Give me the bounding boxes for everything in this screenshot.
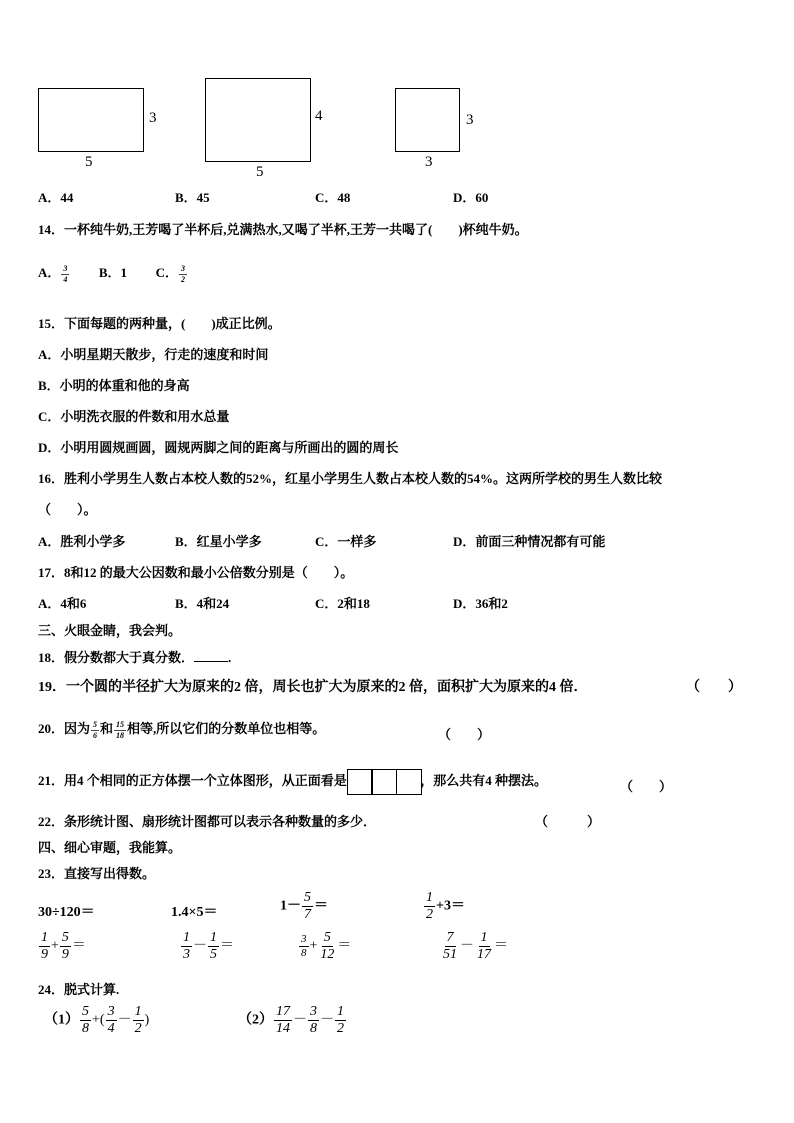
- q23-item-3: 1－ $\frac{5}{7}$ ＝: [280, 890, 328, 922]
- q15-option-c: C．小明洗衣服的件数和用水总量: [38, 409, 230, 424]
- q15-option-d: D．小明用圆规画圆，圆规两脚之间的距离与所画出的圆的周长: [38, 440, 399, 455]
- q21-paren: （ ）: [620, 779, 673, 794]
- rectangle-2: [205, 78, 311, 162]
- q16-option-c: C．一样多: [315, 534, 377, 549]
- q15-option-b: B．小明的体重和他的身高: [38, 378, 190, 393]
- q19-text: 19．一个圆的半径扩大为原来的2 倍，周长也扩大为原来的2 倍，面积扩大为原来的4 倍．: [38, 680, 588, 695]
- q16-stem-cont: （ ）。: [38, 502, 97, 517]
- q17-option-c: C．2和18: [315, 596, 370, 611]
- q18-text: 18．假分数都大于真分数．: [38, 650, 195, 665]
- rect3-bottom-label: 3: [425, 154, 433, 170]
- q22-text: 22．条形统计图、扇形统计图都可以表示各种数量的多少．: [38, 814, 377, 829]
- q23-item-7: $\frac{3}{8}$ + $\frac{5}{12}$ ＝: [301, 930, 352, 962]
- q20-fraction-2: $\frac{15}{18}$: [116, 719, 125, 740]
- q18-end: .: [228, 650, 232, 665]
- q14-a-label: A．: [38, 265, 61, 280]
- q24-part-1: （1） $\frac{5}{8}$ +( $\frac{3}{4}$ － $\frac{1}{2}$ ): [44, 1004, 150, 1036]
- square-3: [395, 88, 460, 152]
- q20: [38, 718, 325, 740]
- rect3-side-label: 3: [466, 112, 474, 128]
- section-4-heading: 四、细心审题，我能算。: [38, 840, 182, 855]
- q17-option-d: D．36和2: [453, 596, 508, 611]
- q13-option-a: A．44: [38, 190, 74, 205]
- q23-item-8: $\frac{7}{51}$ － $\frac{1}{17}$ ＝: [443, 930, 508, 962]
- q22-paren: （ ）: [535, 814, 601, 829]
- q13-option-c: C．48: [315, 190, 351, 205]
- q14-c-fraction: $\frac{3}{2}$: [180, 263, 185, 284]
- rect2-bottom-label: 5: [256, 164, 264, 180]
- q24-stem: 24．脱式计算.: [38, 982, 120, 997]
- q14-stem: 14．一杯纯牛奶,王芳喝了半杯后,兑满热水,又喝了半杯,王芳一共喝了( )杯纯牛奶。: [38, 222, 528, 237]
- q15-stem: 15．下面每题的两种量，( )成正比例。: [38, 316, 281, 331]
- q23-item-4-fraction: $\frac{1}{2}$: [426, 890, 433, 922]
- q23-item-5: $\frac{1}{9}$ + $\frac{5}{9}$ ＝: [41, 930, 86, 962]
- section-3-heading: 三、火眼金睛，我会判。: [38, 623, 182, 638]
- q14-a-fraction: $\frac{3}{4}$: [63, 263, 68, 284]
- rect1-bottom-label: 5: [85, 154, 93, 170]
- q17-option-b: B．4和24: [175, 596, 230, 611]
- q23-item-6: $\frac{1}{3}$ － $\frac{1}{5}$ ＝: [183, 930, 234, 962]
- q21: [38, 769, 547, 795]
- q14-b: B．1: [98, 265, 128, 280]
- q20-pre: 20．因为: [38, 721, 91, 736]
- q15-option-a: A．小明星期天散步，行走的速度和时间: [38, 347, 269, 362]
- q23-item-1: 30÷120＝: [38, 905, 95, 920]
- rect1-side-label: 3: [149, 110, 157, 126]
- q17-stem: 17．8和12 的最大公因数和最小公倍数分别是（ ）。: [38, 565, 354, 580]
- q14-c-label: C．: [155, 265, 178, 280]
- q21-front-view-figure: [347, 769, 421, 795]
- q14-options: [38, 262, 188, 284]
- q18: [38, 647, 231, 666]
- q21-post: ，那么共有4 种摆法。: [420, 772, 548, 788]
- rectangle-1: [38, 88, 144, 152]
- q18-blank: [194, 661, 228, 662]
- q24-part-2: （2） $\frac{17}{14}$ － $\frac{3}{8}$ － $\frac{1}{2}$: [238, 1004, 344, 1036]
- q23-item-4: $\frac{1}{2}$ +3＝: [426, 890, 465, 922]
- q19-paren: （ ）: [686, 680, 742, 695]
- q17-option-a: A．4和6: [38, 596, 87, 611]
- q16-option-d: D．前面三种情况都有可能: [453, 534, 606, 549]
- q23-stem: 23．直接写出得数。: [38, 866, 156, 881]
- q21-pre: 21．用4 个相同的正方体摆一个立体图形，从正面看是: [38, 772, 347, 788]
- q13-option-b: B．45: [175, 190, 210, 205]
- q20-mid: 和: [100, 721, 114, 736]
- rect2-side-label: 4: [315, 108, 323, 124]
- q23-item-3-fraction: $\frac{5}{7}$: [304, 890, 311, 922]
- q16-stem: 16．胜利小学男生人数占本校人数的52%，红星小学男生人数占本校人数的54%。这两所学校的男生人数比较: [38, 471, 663, 486]
- q23-item-2: 1.4×5＝: [171, 905, 218, 920]
- q16-option-b: B．红星小学多: [175, 534, 262, 549]
- q20-post: 相等,所以它们的分数单位也相等。: [127, 721, 326, 736]
- q16-option-a: A．胜利小学多: [38, 534, 126, 549]
- q20-paren: （ ）: [438, 727, 491, 742]
- q13-option-d: D．60: [453, 190, 489, 205]
- q20-fraction-1: $\frac{5}{6}$: [93, 719, 98, 740]
